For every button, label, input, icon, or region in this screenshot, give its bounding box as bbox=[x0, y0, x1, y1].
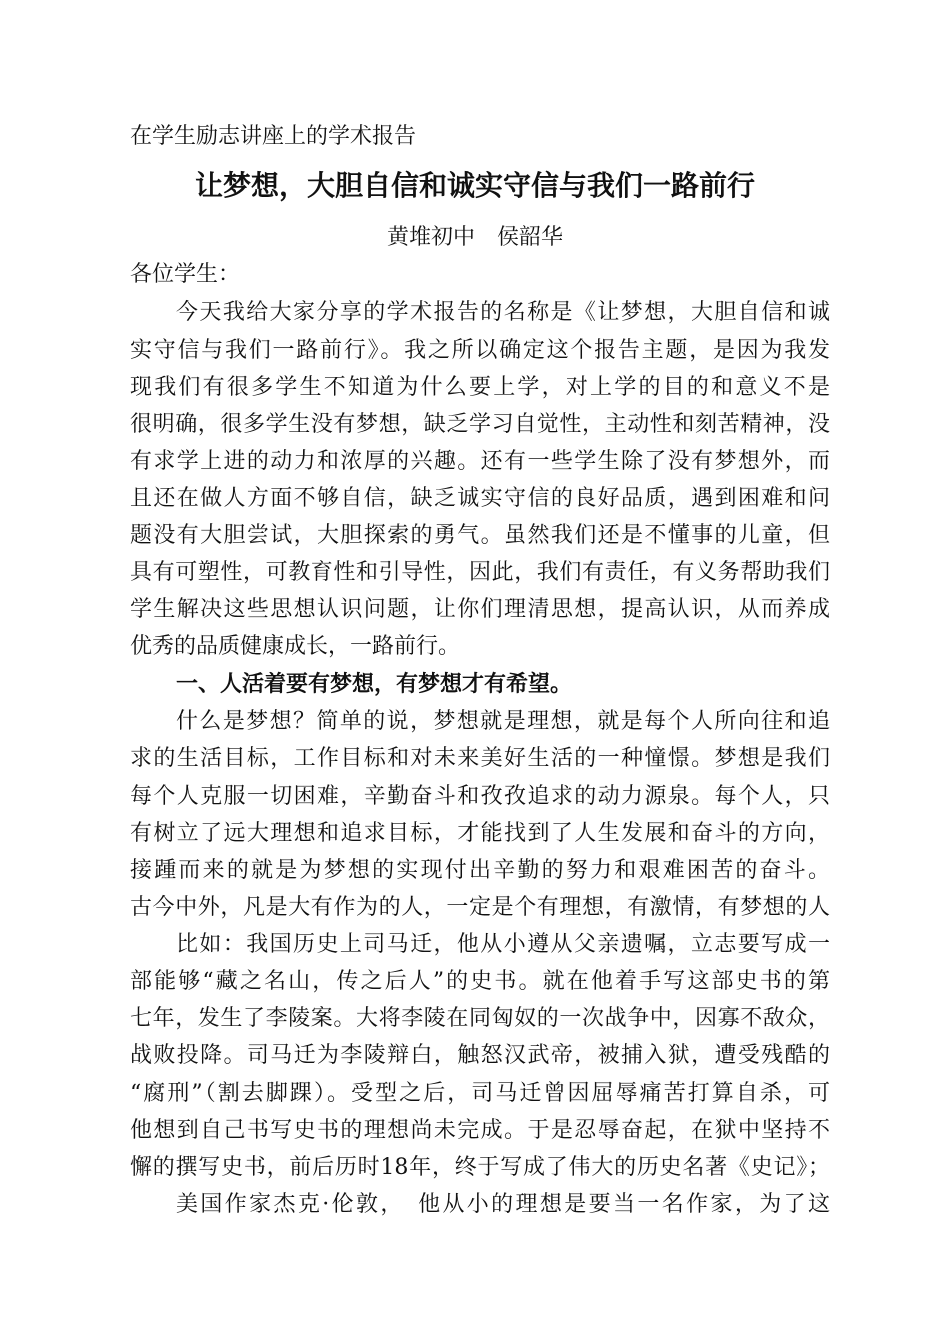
paragraph-line: 七年，发生了李陵案。大将李陵在同匈奴的一次战争中，因寡不敌众， bbox=[130, 1006, 830, 1031]
paragraph-line: 很明确，很多学生没有梦想，缺乏学习自觉性，主动性和刻苦精神，没 bbox=[130, 412, 830, 437]
greeting: 各位学生： bbox=[130, 262, 241, 287]
document-title: 让梦想，大胆自信和诚实守信与我们一路前行 bbox=[194, 169, 755, 202]
paragraph-line: 学生解决这些思想认识问题，让你们理清思想，提高认识，从而养成 bbox=[130, 597, 830, 622]
paragraph-line: 题没有大胆尝试，大胆探索的勇气。虽然我们还是不懂事的儿童，但 bbox=[130, 523, 830, 548]
paragraph-line: “腐刑”（割去脚踝）。受型之后，司马迁曾因屈辱痛苦打算自杀，可 bbox=[130, 1081, 830, 1106]
paragraph-line: 有求学上进的动力和浓厚的兴趣。还有一些学生除了没有梦想外，而 bbox=[130, 449, 830, 474]
paragraph-line: 有树立了远大理想和追求目标，才能找到了人生发展和奋斗的方向， bbox=[130, 821, 830, 846]
paragraph-line: 且还在做人方面不够自信，缺乏诚实守信的良好品质，遇到困难和问 bbox=[130, 486, 830, 511]
paragraph-line: 美国作家杰克·伦敦， 他从小的理想是要当一名作家，为了这 bbox=[176, 1192, 830, 1217]
paragraph-line: 今天我给大家分享的学术报告的名称是《让梦想，大胆自信和诚 bbox=[176, 300, 830, 325]
paragraph-line: 比如：我国历史上司马迁，他从小遵从父亲遗嘱，立志要写成一 bbox=[176, 932, 830, 957]
paragraph-line: 实守信与我们一路前行》。我之所以确定这个报告主题，是因为我发 bbox=[130, 338, 830, 363]
paragraph-line: 现我们有很多学生不知道为什么要上学，对上学的目的和意义不是 bbox=[130, 375, 830, 400]
paragraph-line: 求的生活目标，工作目标和对未来美好生活的一种憧憬。梦想是我们 bbox=[130, 746, 830, 771]
paragraph-line: 他想到自己书写史书的理想尚未完成。于是忍辱奋起，在狱中坚持不 bbox=[130, 1118, 830, 1143]
paragraph-line: 古今中外，凡是大有作为的人，一定是个有理想，有激情，有梦想的人 bbox=[130, 895, 830, 920]
paragraph-line: 部能够“藏之名山，传之后人”的史书。就在他着手写这部史书的第 bbox=[130, 969, 830, 994]
paragraph-line: 具有可塑性，可教育性和引导性，因此，我们有责任，有义务帮助我们 bbox=[130, 560, 830, 585]
author-line: 黄堆初中 侯韶华 bbox=[386, 225, 563, 250]
paragraph-line: 什么是梦想？简单的说，梦想就是理想，就是每个人所向往和追 bbox=[176, 709, 830, 734]
paragraph-line: 接踵而来的就是为梦想的实现付出辛勤的努力和艰难困苦的奋斗。 bbox=[130, 858, 830, 883]
paragraph-line: 懈的撰写史书，前后历时18年，终于写成了伟大的历史名著《史记》； bbox=[130, 1155, 830, 1180]
section-heading: 一、人活着要有梦想，有梦想才有希望。 bbox=[176, 672, 573, 697]
document-subtitle: 在学生励志讲座上的学术报告 bbox=[130, 124, 417, 149]
paragraph-line: 每个人克服一切困难，辛勤奋斗和孜孜追求的动力源泉。每个人，只 bbox=[130, 784, 830, 809]
paragraph-line: 优秀的品质健康成长，一路前行。 bbox=[130, 634, 461, 659]
paragraph-line: 战败投降。司马迁为李陵辩白，触怒汉武帝，被捕入狱，遭受残酷的 bbox=[130, 1043, 830, 1068]
